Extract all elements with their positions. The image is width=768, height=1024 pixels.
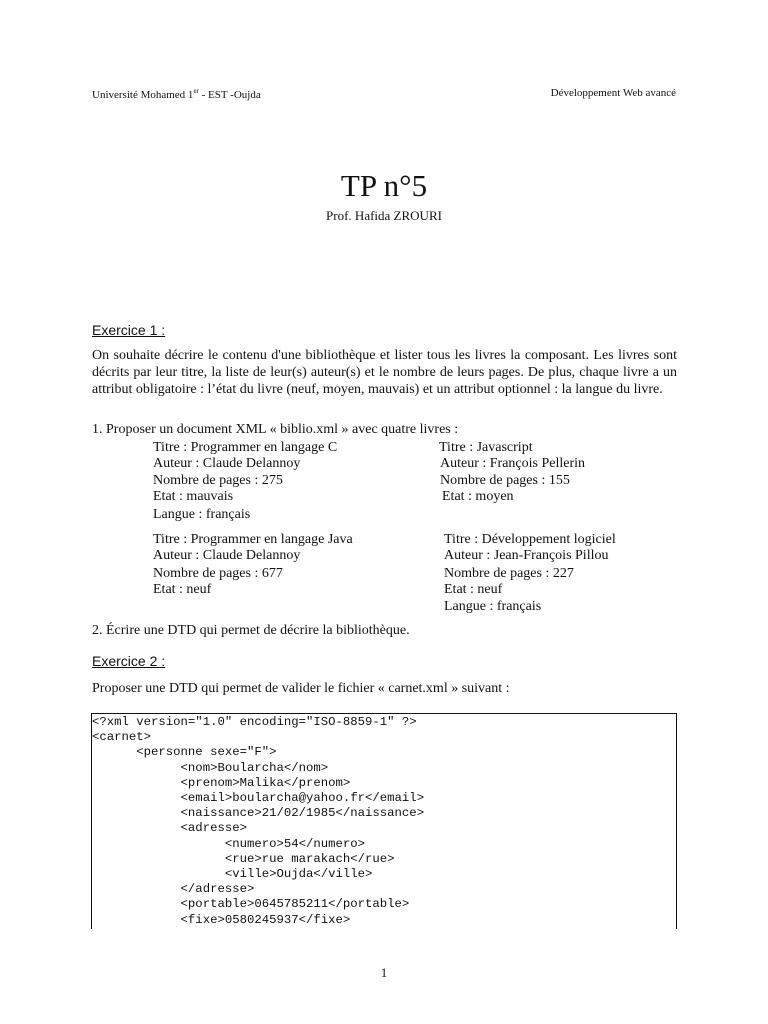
- code-listing: [92, 715, 424, 928]
- exercise-2-heading: Exercice 2 :: [92, 653, 166, 669]
- header-left: Université Mohamed 1er - EST -Oujda: [92, 87, 261, 101]
- book-1-field: Etat : mauvais: [153, 489, 234, 504]
- code-line: <fixe>0580245937</fixe>: [92, 912, 351, 927]
- code-line: <carnet>: [92, 730, 152, 745]
- book-2-field: Auteur : François Pellerin: [440, 456, 586, 471]
- book-1-field: Nombre de pages : 275: [153, 473, 283, 488]
- code-line: <?xml version="1.0" encoding="ISO-8859-1" ?>: [92, 715, 417, 729]
- book-2-field: Titre : Javascript: [439, 440, 533, 455]
- code-line: <rue>rue marakach</rue>: [92, 851, 395, 866]
- book-4-field: Nombre de pages : 227: [444, 566, 574, 581]
- book-4-field: Titre : Développement logiciel: [444, 532, 616, 547]
- book-3-field: Nombre de pages : 677: [153, 566, 283, 581]
- code-line: <nom>Boularcha</nom>: [92, 760, 329, 775]
- header-right: Développement Web avancé: [550, 87, 676, 99]
- code-line: <prenom>Malika</prenom>: [92, 775, 351, 790]
- book-4-field: Langue : français: [444, 599, 542, 614]
- code-line: <adresse>: [92, 821, 247, 836]
- book-4-field: Etat : neuf: [444, 582, 503, 597]
- book-3-field: Etat : neuf: [153, 582, 212, 597]
- exercise-1-heading: Exercice 1 :: [92, 322, 166, 338]
- book-1-field: Titre : Programmer en langage C: [153, 440, 338, 455]
- code-line: <naissance>21/02/1985</naissance>: [92, 806, 425, 821]
- page-number: 1: [380, 965, 388, 980]
- code-line: <numero>54</numero>: [92, 836, 366, 851]
- book-4-field: Auteur : Jean-François Pillou: [444, 548, 609, 563]
- code-line: </adresse>: [92, 882, 255, 897]
- book-1-field: Langue : français: [153, 507, 251, 522]
- book-3-field: Titre : Programmer en langage Java: [153, 532, 353, 547]
- question-2: 2. Écrire une DTD qui permet de décrire la bibliothèque.: [92, 623, 410, 638]
- book-2-field: Etat : moyen: [442, 489, 514, 504]
- code-line: <email>boularcha@yahoo.fr</email>: [92, 791, 425, 806]
- question-1: 1. Proposer un document XML « biblio.xml » avec quatre livres :: [92, 422, 459, 437]
- code-line: <portable>0645785211</portable>: [92, 897, 410, 912]
- code-line: <ville>Oujda</ville>: [92, 867, 373, 882]
- book-2-field: Nombre de pages : 155: [440, 473, 570, 488]
- book-1-field: Auteur : Claude Delannoy: [153, 456, 301, 471]
- page-title: TP n°5: [340, 168, 428, 203]
- author: Prof. Hafida ZROURI: [326, 208, 442, 223]
- exercise-1-intro: On souhaite décrire le contenu d'une bibliothèque et lister tous les livres la composant. Les livres sont décrits par leur titre, la liste de leur(s) auteur(s) et le nombre de leurs pages. De plus, chaque livre a un attribut obligatoire : l’état du livre (neuf, moyen, mauvais) et un attribut optionnel : la langue du livre.: [92, 348, 677, 397]
- code-line: <personne sexe="F">: [92, 745, 277, 760]
- book-3-field: Auteur : Claude Delannoy: [153, 548, 301, 563]
- exercise-2-intro: Proposer une DTD qui permet de valider le fichier « carnet.xml » suivant :: [92, 681, 510, 696]
